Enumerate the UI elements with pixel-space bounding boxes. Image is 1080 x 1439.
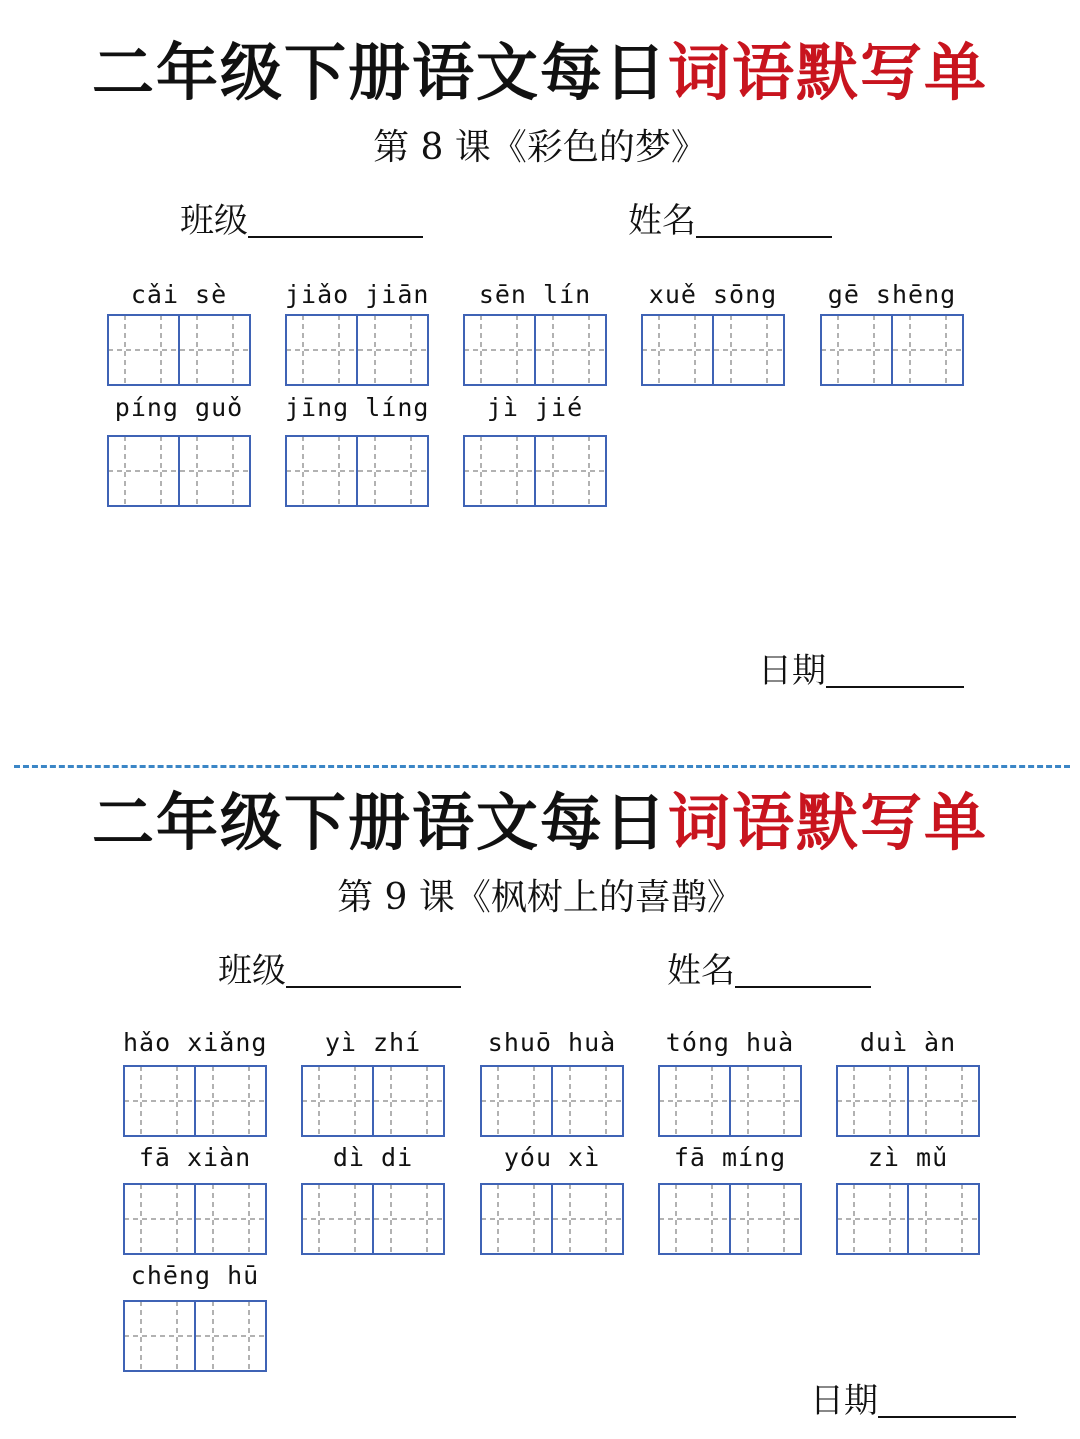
cut-line-divider <box>14 765 1070 768</box>
pinyin: xuě sōng <box>648 280 778 309</box>
title-black-part: 二年级下册语文每日 <box>91 786 668 859</box>
name-label: 姓名 <box>667 951 735 991</box>
pinyin: chēng hū <box>130 1261 260 1290</box>
date-blank[interactable] <box>878 1380 1016 1418</box>
pinyin: yóu xì <box>503 1143 601 1172</box>
pinyin: jì jié <box>486 393 584 422</box>
writing-grid[interactable] <box>285 435 429 507</box>
date-field <box>758 650 964 691</box>
writing-grid[interactable] <box>463 314 607 386</box>
date-field <box>810 1380 1016 1421</box>
worksheet-title <box>0 786 1080 859</box>
lesson-title: 第 8 课《彩色的梦》 <box>373 127 707 168</box>
date-blank[interactable] <box>826 650 964 688</box>
worksheet-title <box>0 36 1080 109</box>
pinyin: dì di <box>332 1143 414 1172</box>
writing-grid[interactable] <box>820 314 964 386</box>
writing-grid[interactable] <box>123 1300 267 1372</box>
writing-grid[interactable] <box>658 1065 802 1137</box>
writing-grid[interactable] <box>285 314 429 386</box>
pinyin: cǎi sè <box>130 280 228 309</box>
pinyin: píng guǒ <box>114 393 244 422</box>
writing-grid[interactable] <box>301 1183 445 1255</box>
pinyin: tóng huà <box>665 1028 795 1057</box>
class-label: 班级 <box>180 201 248 241</box>
writing-grid[interactable] <box>480 1183 624 1255</box>
writing-grid[interactable] <box>641 314 785 386</box>
pinyin: yì zhí <box>324 1028 422 1057</box>
class-label: 班级 <box>218 951 286 991</box>
name-blank[interactable] <box>735 950 871 988</box>
writing-grid[interactable] <box>463 435 607 507</box>
name-label: 姓名 <box>628 201 696 241</box>
name-field <box>628 200 832 241</box>
pinyin: sēn lín <box>478 280 592 309</box>
pinyin: gē shēng <box>827 280 957 309</box>
pinyin: jīng líng <box>285 393 430 422</box>
name-field <box>667 950 871 991</box>
date-label: 日期 <box>758 651 826 691</box>
class-blank[interactable] <box>286 950 461 988</box>
pinyin: duì àn <box>859 1028 957 1057</box>
writing-grid[interactable] <box>107 314 251 386</box>
writing-grid[interactable] <box>301 1065 445 1137</box>
name-blank[interactable] <box>696 200 832 238</box>
pinyin: hǎo xiǎng <box>123 1028 268 1057</box>
date-label: 日期 <box>810 1381 878 1421</box>
writing-grid[interactable] <box>836 1183 980 1255</box>
pinyin: fā míng <box>673 1143 787 1172</box>
title-red-part: 词语默写单 <box>668 36 989 109</box>
pinyin: jiǎo jiān <box>285 280 430 309</box>
writing-grid[interactable] <box>836 1065 980 1137</box>
class-field <box>218 950 461 991</box>
writing-grid[interactable] <box>658 1183 802 1255</box>
pinyin: zì mǔ <box>867 1143 949 1172</box>
pinyin: fā xiàn <box>138 1143 252 1172</box>
title-red-part: 词语默写单 <box>668 786 989 859</box>
pinyin: shuō huà <box>487 1028 617 1057</box>
writing-grid[interactable] <box>480 1065 624 1137</box>
writing-grid[interactable] <box>123 1183 267 1255</box>
writing-grid[interactable] <box>123 1065 267 1137</box>
lesson-title: 第 9 课《枫树上的喜鹊》 <box>337 877 743 918</box>
class-field <box>180 200 423 241</box>
title-black-part: 二年级下册语文每日 <box>91 36 668 109</box>
class-blank[interactable] <box>248 200 423 238</box>
worksheet-lesson-9 <box>0 772 1080 1439</box>
writing-grid[interactable] <box>107 435 251 507</box>
